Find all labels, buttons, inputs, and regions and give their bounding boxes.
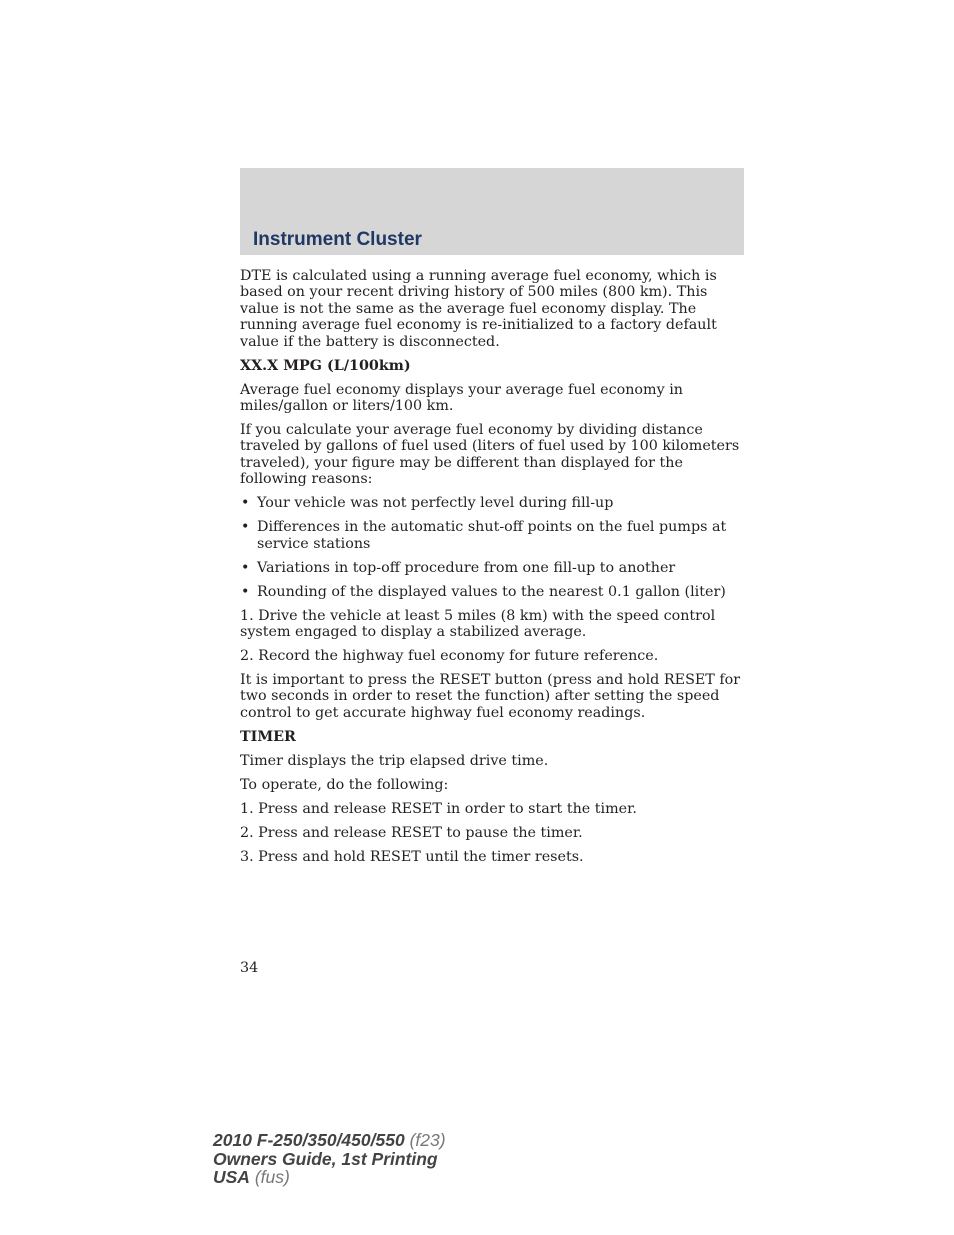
bullet-icon: •: [241, 559, 250, 576]
mpg-intro: Average fuel economy displays your average fuel economy in miles/gallon or liters/100 km.: [240, 381, 683, 415]
footer-model: 2010 F-250/350/450/550: [213, 1130, 405, 1150]
list-item: [240, 584, 744, 600]
list-item-text: Variations in top-off procedure from one fill-up to another: [257, 559, 676, 576]
step-2: 2. Record the highway fuel economy for future reference.: [240, 648, 659, 665]
section-title: Instrument Cluster: [253, 229, 422, 250]
reset-paragraph: It is important to press the RESET button (press and hold RESET for two seconds in order to reset the function) after setting the speed control to get accurate highway fuel economy readings.: [240, 672, 741, 721]
timer-step-2: 2. Press and release RESET to pause the timer.: [240, 824, 583, 841]
document-footer: [213, 1131, 446, 1187]
page-content: [240, 268, 744, 873]
list-item-text: Differences in the automatic shut-off points on the fuel pumps at service stations: [257, 519, 727, 552]
footer-line-1: [213, 1131, 446, 1150]
step-1: 1. Drive the vehicle at least 5 miles (8 km) with the speed control system engaged to display a stabilized average.: [240, 607, 716, 641]
operate-intro: To operate, do the following:: [240, 776, 449, 793]
bullet-icon: •: [241, 583, 250, 600]
bullet-icon: •: [241, 495, 250, 512]
footer-printing: Owners Guide, 1st Printing: [213, 1148, 438, 1169]
timer-step-1: 1. Press and release RESET in order to start the timer.: [240, 800, 637, 817]
footer-model-code: (f23): [409, 1130, 446, 1150]
footer-region: USA: [213, 1167, 250, 1187]
list-item: [240, 495, 744, 511]
bullet-icon: •: [241, 519, 250, 536]
calc-paragraph: If you calculate your average fuel economy by dividing distance traveled by gallons of fuel used (liters of fuel used by 100 kilometers traveled), your figure may be different than displayed for the following reasons:: [240, 422, 740, 488]
section-header-band: [240, 168, 744, 255]
reasons-list: [240, 495, 744, 600]
timer-intro: Timer displays the trip elapsed drive time.: [240, 752, 549, 769]
footer-region-code: (fus): [254, 1167, 290, 1187]
timer-step-3: 3. Press and hold RESET until the timer resets.: [240, 848, 584, 865]
footer-line-2: [213, 1150, 446, 1169]
dte-paragraph: DTE is calculated using a running average fuel economy, which is based on your recent driving history of 500 miles (800 km). This value is not the same as the average fuel economy display. The running average fuel economy is re-initialized to a factory default value if the battery is disconnected.: [240, 268, 717, 350]
list-item-text: Rounding of the displayed values to the nearest 0.1 gallon (liter): [257, 583, 726, 600]
mpg-heading: XX.X MPG (L/100km): [240, 357, 411, 374]
list-item: [240, 519, 744, 552]
page-number: 34: [240, 960, 259, 976]
list-item: [240, 560, 744, 576]
list-item-text: Your vehicle was not perfectly level during fill-up: [257, 495, 614, 512]
footer-line-3: [213, 1168, 446, 1187]
timer-heading: TIMER: [240, 728, 296, 745]
